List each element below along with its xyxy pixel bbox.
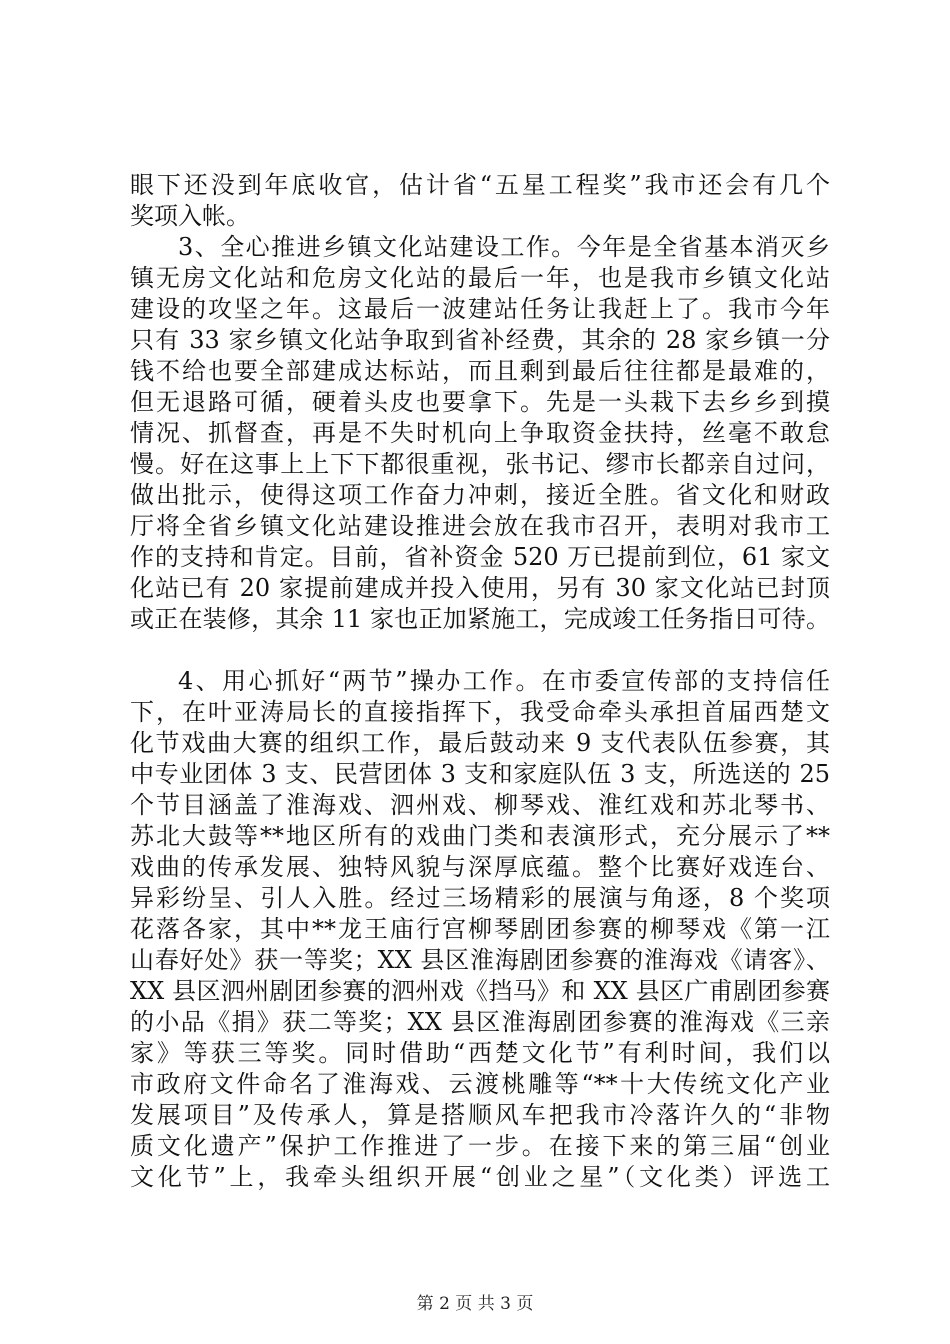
text-line: 个节目涵盖了淮海戏、泗州戏、柳琴戏、淮红戏和苏北琴书、 (130, 791, 830, 819)
text-line: 厅将全省乡镇文化站建设推进会放在我市召开，表明对我市工 (130, 512, 830, 540)
text-line: 下，在叶亚涛局长的直接指挥下，我受命牵头承担首届西楚文 (130, 698, 830, 726)
text-line: 中专业团体 3 支、民营团体 3 支和家庭队伍 3 支，所选送的 25 (130, 760, 830, 788)
text-line: 作的支持和肯定。目前，省补资金 520 万已提前到位，61 家文 (130, 543, 830, 571)
paragraph-gap (130, 635, 830, 666)
paragraph-first-line: 3、全心推进乡镇文化站建设工作。今年是全省基本消灭乡 (178, 233, 830, 261)
body-text (130, 170, 830, 1193)
page-number-footer: 第 2 页 共 3 页 (416, 1294, 534, 1314)
text-line: 市政府文件命名了淮海戏、云渡桃雕等“**十大传统文化产业 (130, 1070, 830, 1098)
text-line: 只有 33 家乡镇文化站争取到省补经费，其余的 28 家乡镇一分 (130, 326, 830, 354)
text-line: 发展项目”及传承人，算是搭顺风车把我市冷落许久的“非物 (130, 1101, 830, 1129)
text-line: 的小品《捐》获二等奖；XX 县区淮海剧团参赛的淮海戏《三亲 (130, 1008, 830, 1036)
text-line: 奖项入帐。 (130, 202, 250, 230)
text-line: 质文化遗产”保护工作推进了一步。在接下来的第三届“创业 (130, 1132, 830, 1160)
text-line: XX 县区泗州剧团参赛的泗州戏《挡马》和 XX 县区广甫剧团参赛 (130, 977, 830, 1005)
text-line: 镇无房文化站和危房文化站的最后一年，也是我市乡镇文化站 (130, 264, 830, 292)
text-line: 山春好处》获一等奖；XX 县区淮海剧团参赛的淮海戏《请客》、 (130, 946, 830, 974)
text-line: 慢。好在这事上上下下都很重视，张书记、缪市长都亲自过问， (130, 450, 830, 478)
text-line: 但无退路可循，硬着头皮也要拿下。先是一头栽下去乡乡到摸 (130, 388, 830, 416)
text-line: 建设的攻坚之年。这最后一波建站任务让我赶上了。我市今年 (130, 295, 830, 323)
text-line: 或正在装修，其余 11 家也正加紧施工，完成竣工任务指日可待。 (130, 605, 830, 633)
text-line: 花落各家，其中**龙王庙行宫柳琴剧团参赛的柳琴戏《第一江 (130, 915, 830, 943)
text-line: 异彩纷呈、引人入胜。经过三场精彩的展演与角逐，8 个奖项 (130, 884, 830, 912)
paragraph-first-line: 4、用心抓好“两节”操办工作。在市委宣传部的支持信任 (178, 667, 830, 695)
text-line: 化节戏曲大赛的组织工作，最后鼓动来 9 支代表队伍参赛，其 (130, 729, 830, 757)
text-line: 家》等获三等奖。同时借助“西楚文化节”有利时间，我们以 (130, 1039, 830, 1067)
text-line: 苏北大鼓等**地区所有的戏曲门类和表演形式，充分展示了** (130, 822, 830, 850)
text-line: 做出批示，使得这项工作奋力冲刺，接近全胜。省文化和财政 (130, 481, 830, 509)
text-line: 文化节”上，我牵头组织开展“创业之星”（文化类）评选工 (130, 1163, 830, 1191)
text-line: 情况、抓督查，再是不失时机向上争取资金扶持，丝毫不敢怠 (130, 419, 830, 447)
text-line: 钱不给也要全部建成达标站，而且剩到最后往往都是最难的， (130, 357, 830, 385)
text-line: 化站已有 20 家提前建成并投入使用，另有 30 家文化站已封顶 (130, 574, 830, 602)
text-line: 眼下还没到年底收官，估计省“五星工程奖”我市还会有几个 (130, 171, 830, 199)
text-line: 戏曲的传承发展、独特风貌与深厚底蕴。整个比赛好戏连台、 (130, 853, 830, 881)
